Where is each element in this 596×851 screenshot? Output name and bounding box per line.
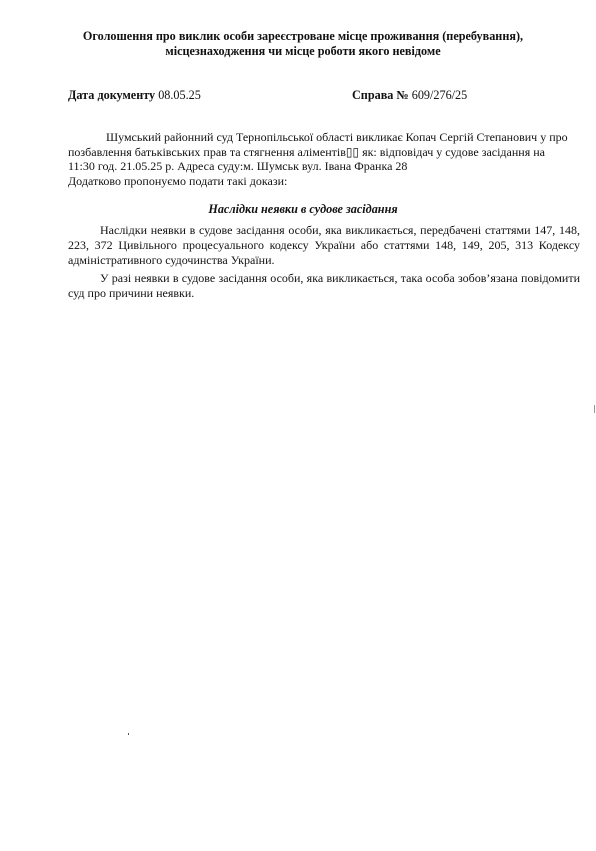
- case-label: Справа №: [352, 88, 409, 102]
- consequences-paragraph-2: У разі неявки в судове засідання особи, яка викликається, така особа зобов’язана повідомити суд про причини неявки.: [68, 271, 580, 300]
- consequences-paragraph-1: Наслідки неявки в судове засідання особи, яка викликається, передбачені статтями 147, 148, 223, 372 Цивільного процесуального кодексу України або статтями 148, 149, 205, 313 Кодексу адміністративного судочинства України.: [68, 223, 580, 267]
- summons-line-3: [68, 159, 580, 174]
- document-title: [60, 29, 546, 59]
- date-label: Дата документу: [68, 88, 156, 102]
- summons-line-3-text: 11:30 год. 21.05.25 р. Адреса суду:м. Шумськ вул. Івана Франка 28: [68, 159, 408, 174]
- summons-line-4: Додатково пропонуємо подати такі докази:: [68, 173, 288, 188]
- summons-line-1: [68, 130, 580, 145]
- document-date: [68, 88, 201, 103]
- summons-text: [68, 130, 580, 188]
- case-value: 609/276/25: [411, 88, 468, 102]
- title-line-1: Оголошення про виклик особи зареєстроване місце проживання (перебування),: [82, 29, 524, 43]
- summons-line-1-text: Шумський районний суд Тернопільської області викликає Копач Сергій Степанович у про: [106, 130, 568, 144]
- scan-mark: [594, 405, 595, 413]
- case-number: [352, 88, 467, 103]
- scan-dot: [128, 733, 129, 735]
- date-value: 08.05.25: [158, 88, 201, 102]
- summons-line-2: позбавлення батьківських прав та стягнення аліментів▯▯ як: відповідач у судове засідання на: [68, 144, 545, 159]
- consequences-heading: Наслідки неявки в судове засідання: [208, 202, 398, 216]
- title-line-2: місцезнаходження чи місце роботи якого невідоме: [165, 44, 441, 58]
